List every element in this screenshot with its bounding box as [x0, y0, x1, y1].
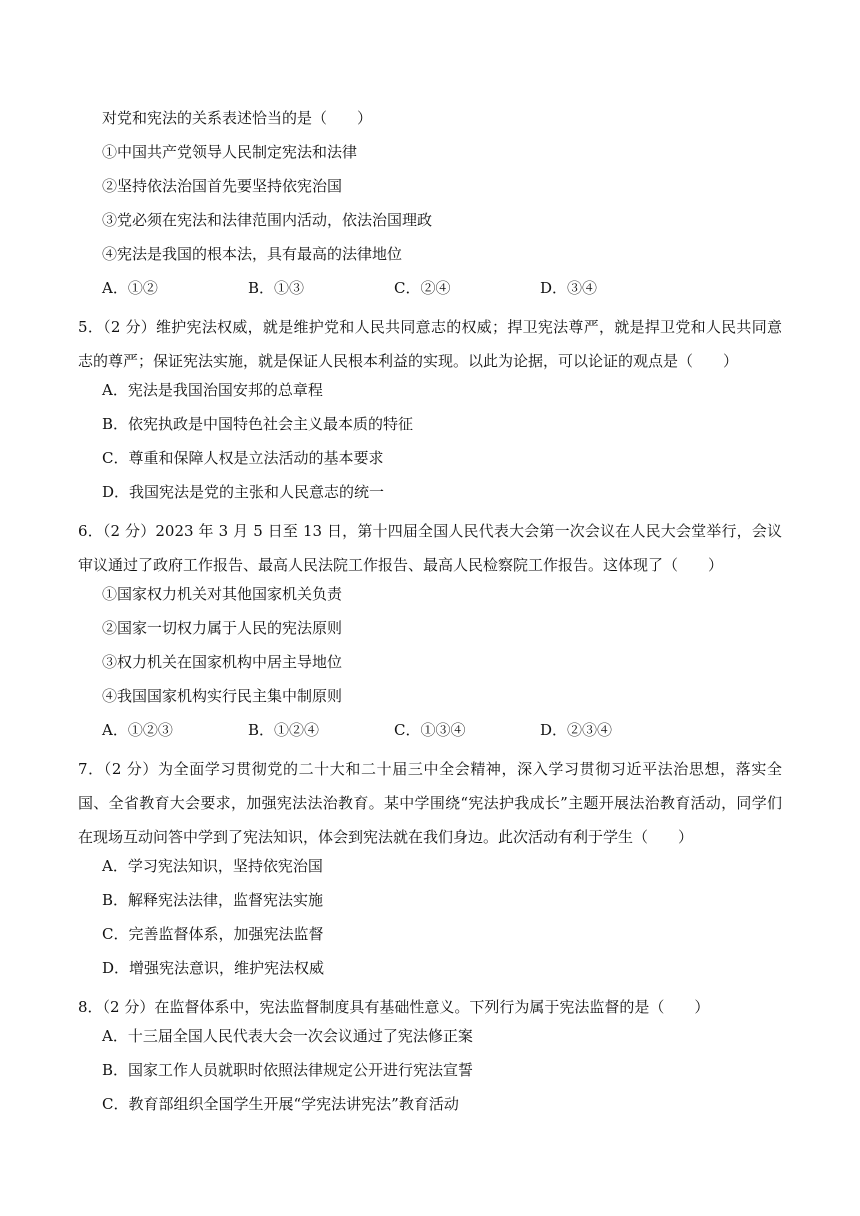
option-c[interactable]: C．②④: [394, 279, 451, 297]
option-a[interactable]: A．①②③: [102, 721, 173, 739]
option-c[interactable]: C．教育部组织全国学生开展“学宪法讲宪法”教育活动: [102, 1095, 459, 1113]
option-b[interactable]: B．解释宪法法律，监督宪法实施: [102, 891, 324, 909]
option-c[interactable]: C．完善监督体系，加强宪法监督: [102, 925, 324, 943]
statement-item: ④宪法是我国的根本法，具有最高的法律地位: [102, 245, 403, 263]
question-4: [78, 106, 782, 310]
statement-item: ②国家一切权力属于人民的宪法原则: [102, 619, 343, 637]
statement-item: ③党必须在宪法和法律范围内活动，依法治国理政: [102, 211, 433, 229]
statement-item: ①国家权力机关对其他国家机关负责: [102, 585, 343, 603]
option-a[interactable]: A．宪法是我国治国安邦的总章程: [102, 381, 323, 399]
question-stem: 7．（2 分）为全面学习贯彻党的二十大和二十届三中全会精神，深入学习贯彻习近平法治思想，落实全国、全省教育大会要求，加强宪法法治教育。某中学围绕“宪法护我成长”主题开展法治教育活动，同学们在现场互动问答中学到了宪法知识，体会到宪法就在我们身边。此次活动有利于学生（ ）: [78, 760, 782, 846]
question-list: [78, 106, 782, 1126]
option-d[interactable]: D．③④: [540, 279, 598, 297]
question-8: [78, 990, 782, 1126]
option-b[interactable]: B．①③: [248, 279, 305, 297]
option-a[interactable]: A．学习宪法知识，坚持依宪治国: [102, 857, 323, 875]
question-6: [78, 514, 782, 752]
option-d[interactable]: D．我国宪法是党的主张和人民意志的统一: [102, 483, 385, 501]
option-c[interactable]: C．尊重和保障人权是立法活动的基本要求: [102, 449, 384, 467]
option-b[interactable]: B．依宪执政是中国特色社会主义最本质的特征: [102, 415, 414, 433]
option-c[interactable]: C．①③④: [394, 721, 466, 739]
question-stem: 对党和宪法的关系表述恰当的是（ ）: [102, 109, 373, 127]
option-a[interactable]: A．①②: [102, 279, 158, 297]
statement-item: ④我国国家机构实行民主集中制原则: [102, 687, 343, 705]
option-row: [78, 718, 782, 752]
option-a[interactable]: A．十三届全国人民代表大会一次会议通过了宪法修正案: [102, 1027, 473, 1045]
question-stem: 5．（2 分）维护宪法权威，就是维护党和人民共同意志的权威；捍卫宪法尊严，就是捍卫党和人民共同意志的尊严；保证宪法实施，就是保证人民根本利益的实现。以此为论据，可以论证的观点是（ ）: [78, 318, 782, 370]
option-b[interactable]: B．国家工作人员就职时依照法律规定公开进行宪法宣誓: [102, 1061, 474, 1079]
statement-item: ③权力机关在国家机构中居主导地位: [102, 653, 343, 671]
question-stem: 6．（2 分）2023 年 3 月 5 日至 13 日，第十四届全国人民代表大会第一次会议在人民大会堂举行，会议审议通过了政府工作报告、最高人民法院工作报告、最高人民检察院工作报告。这体现了（ ）: [78, 522, 782, 574]
option-row: [78, 276, 782, 310]
question-stem: 8．（2 分）在监督体系中，宪法监督制度具有基础性意义。下列行为属于宪法监督的是（ ）: [78, 998, 710, 1016]
option-d[interactable]: D．②③④: [540, 721, 613, 739]
statement-item: ①中国共产党领导人民制定宪法和法律: [102, 143, 358, 161]
statement-item: ②坚持依法治国首先要坚持依宪治国: [102, 177, 343, 195]
question-7: [78, 752, 782, 990]
option-b[interactable]: B．①②④: [248, 721, 320, 739]
question-5: [78, 310, 782, 514]
option-d[interactable]: D．增强宪法意识，维护宪法权威: [102, 959, 325, 977]
